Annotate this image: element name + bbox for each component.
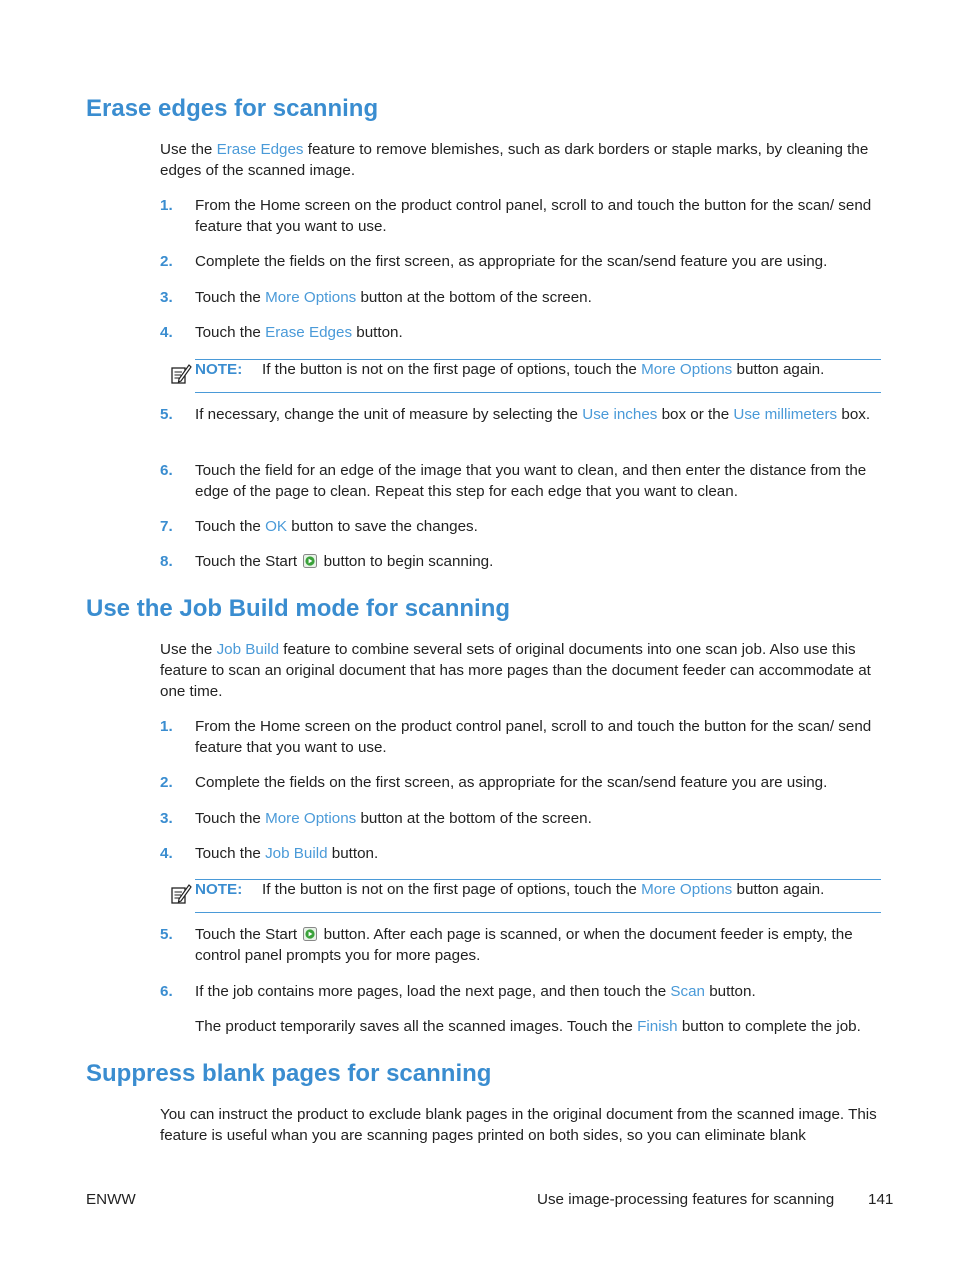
step-text-part: Touch the Start (195, 553, 302, 570)
intro-text: Use the (160, 141, 217, 158)
job-build-link[interactable]: Job Build (216, 641, 280, 658)
note-text-part: button again. (732, 881, 825, 898)
step-text-part: Touch the (195, 845, 266, 862)
start-button-icon (303, 554, 317, 568)
step-number: 1. (160, 718, 173, 735)
section-title-job-build: Use the Job Build mode for scanning (86, 595, 511, 622)
note-text-part: If the button is not on the first page of options, touch the (262, 881, 642, 898)
step-text (195, 981, 882, 1002)
step-text (195, 404, 882, 425)
footer-left: ENWW (86, 1191, 136, 1208)
more-options-link[interactable]: More Options (641, 361, 733, 378)
step-text (195, 287, 882, 308)
intro-text: feature to combine several sets of original documents into one scan job. Also use this feature to scan an original document that has more pages than the document feeder can accommodate at one time. (160, 641, 871, 700)
step-number: 1. (160, 197, 173, 214)
step-text-part: button to complete the job. (677, 1018, 861, 1035)
suppress-intro: You can instruct the product to exclude blank pages in the original document from the scanned image. This feature is useful whan you are scanning pages printed on both sides, so you can eliminate blank (160, 1106, 877, 1144)
step-number: 2. (160, 253, 173, 270)
finish-link[interactable]: Finish (637, 1018, 678, 1035)
step-text-part: If the job contains more pages, load the next page, and then touch the (195, 983, 671, 1000)
step-text: Complete the fields on the first screen, as appropriate for the scan/send feature you are using. (195, 774, 828, 791)
section-title-suppress-blank: Suppress blank pages for scanning (86, 1060, 492, 1087)
job-build-link[interactable]: Job Build (265, 845, 328, 862)
step-text-part: The product temporarily saves all the scanned images. Touch the (195, 1018, 638, 1035)
step-text: From the Home screen on the product control panel, scroll to and touch the button for the scan/ send feature that you want to use. (195, 197, 872, 235)
job-build-note (195, 879, 881, 913)
step-text-part: If necessary, change the unit of measure by selecting the (195, 406, 583, 423)
step-number: 5. (160, 406, 173, 423)
intro-text: Use the (160, 641, 217, 658)
footer-page-number: 141 (868, 1191, 894, 1208)
step-number: 7. (160, 518, 173, 535)
note-label: NOTE: (195, 881, 243, 898)
step-text-part: Touch the Start (195, 926, 302, 943)
step-text-part: Touch the (195, 289, 266, 306)
more-options-link[interactable]: More Options (641, 881, 733, 898)
step-text (195, 551, 882, 572)
job-build-intro (160, 639, 882, 702)
step-text-part: button. After each page is scanned, or when the document feeder is empty, the control panel prompts you for more pages. (195, 926, 853, 964)
step-number: 2. (160, 774, 173, 791)
scan-link[interactable]: Scan (670, 983, 705, 1000)
step-text (195, 1016, 882, 1037)
note-pencil-icon (170, 883, 192, 905)
intro-text: feature to remove blemishes, such as dark borders or staple marks, by cleaning the edges of the scanned image. (160, 141, 869, 179)
note-pencil-icon (170, 363, 192, 385)
step-text-part: Touch the (195, 324, 266, 341)
erase-edges-link[interactable]: Erase Edges (216, 141, 304, 158)
step-text-part: button at the bottom of the screen. (356, 289, 592, 306)
note-text (262, 359, 824, 380)
step-text-part: button. (327, 845, 379, 862)
use-millimeters-link[interactable]: Use millimeters (733, 406, 838, 423)
step-text-part: box or the (657, 406, 734, 423)
step-number: 5. (160, 926, 173, 943)
step-text (195, 924, 882, 966)
step-number: 8. (160, 553, 173, 570)
use-inches-link[interactable]: Use inches (582, 406, 658, 423)
step-text-part: button. (705, 983, 756, 1000)
step-number: 6. (160, 462, 173, 479)
step-text-part: button. (352, 324, 403, 341)
erase-edges-link[interactable]: Erase Edges (265, 324, 353, 341)
note-text-part: If the button is not on the first page of options, touch the (262, 361, 642, 378)
step-text-part: Touch the (195, 810, 266, 827)
step-text-part: Touch the (195, 518, 266, 535)
step-text: Touch the field for an edge of the image that you want to clean, and then enter the distance from the edge of the page to clean. Repeat this step for each edge that you want to clean. (195, 462, 867, 500)
note-label: NOTE: (195, 361, 243, 378)
note-text-part: button again. (732, 361, 825, 378)
step-text (195, 516, 882, 537)
erase-intro (160, 139, 882, 181)
step-number: 4. (160, 324, 173, 341)
step-text: Complete the fields on the first screen, as appropriate for the scan/send feature you are using. (195, 253, 828, 270)
erase-note (195, 359, 881, 393)
step-text-part: button to begin scanning. (319, 553, 494, 570)
more-options-link[interactable]: More Options (265, 810, 357, 827)
step-number: 3. (160, 810, 173, 827)
step-text (195, 843, 882, 864)
step-text-part: button at the bottom of the screen. (356, 810, 592, 827)
ok-link[interactable]: OK (265, 518, 288, 535)
step-number: 4. (160, 845, 173, 862)
step-text-part: button to save the changes. (287, 518, 478, 535)
step-number: 3. (160, 289, 173, 306)
step-text-part: box. (837, 406, 871, 423)
more-options-link[interactable]: More Options (265, 289, 357, 306)
step-text (195, 322, 882, 343)
start-button-icon (303, 927, 317, 941)
section-title-erase-edges: Erase edges for scanning (86, 95, 379, 122)
note-text (262, 879, 824, 900)
step-text: From the Home screen on the product control panel, scroll to and touch the button for the scan/ send feature that you want to use. (195, 718, 872, 756)
footer-chapter: Use image-processing features for scanning (537, 1191, 835, 1208)
step-text (195, 808, 882, 829)
step-number: 6. (160, 983, 173, 1000)
